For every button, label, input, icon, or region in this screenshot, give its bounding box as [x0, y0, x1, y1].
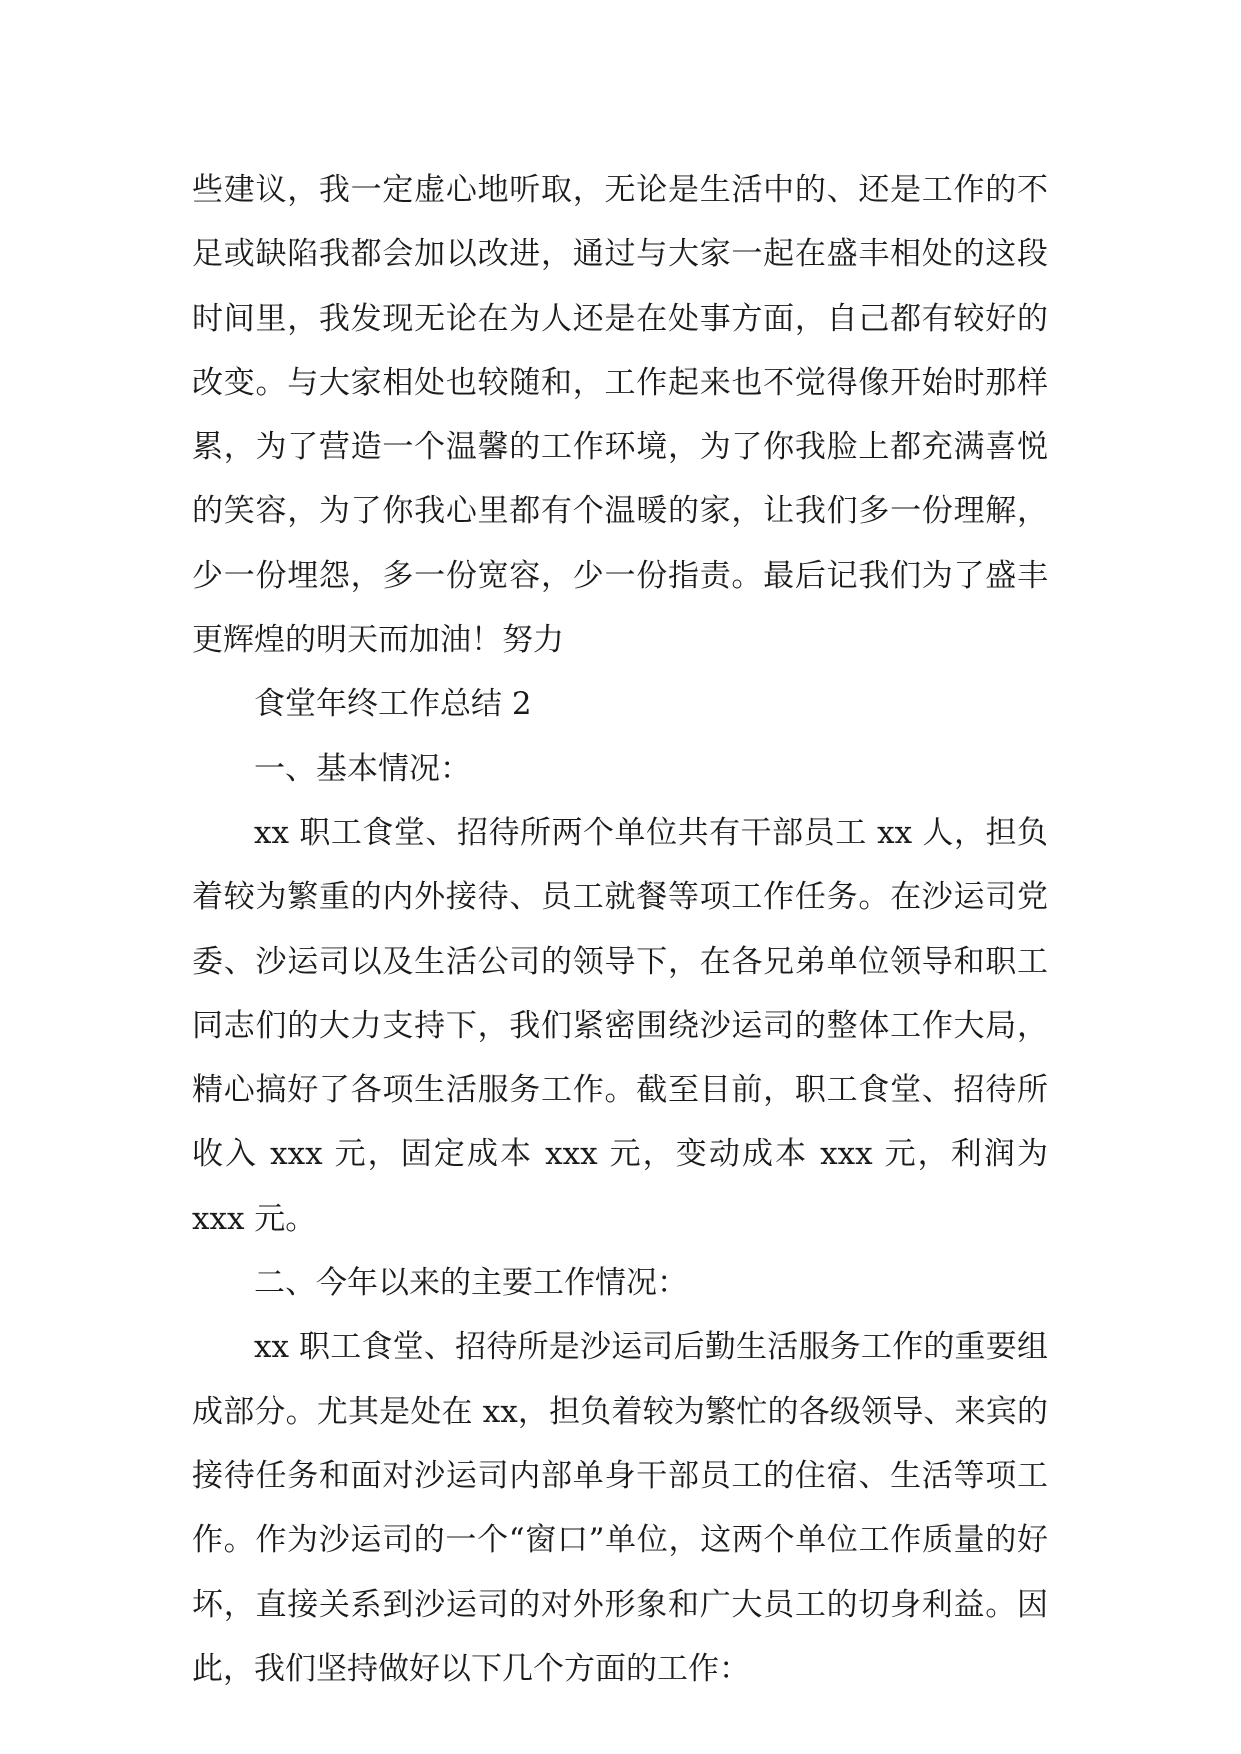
section-2-paragraph: xx 职工食堂、招待所是沙运司后勤生活服务工作的重要组成部分。尤其是处在 xx，担负着较为繁忙的各级领导、来宾的接待任务和面对沙运司内部单身干部员工的住宿、生活等项工作。作为沙运司的一个“窗口”单位，这两个单位工作质量的好坏，直接关系到沙运司的对外形象和广大员工的切身利益。因此，我们坚持做好以下几个方面的工作：	[192, 1329, 1048, 1687]
continuation-paragraph: 些建议，我一定虚心地听取，无论是生活中的、还是工作的不足或缺陷我都会加以改进，通过与大家一起在盛丰相处的这段时间里，我发现无论在为人还是在处事方面，自己都有较好的改变。与大家相处也较随和，工作起来也不觉得像开始时那样累，为了营造一个温馨的工作环境，为了你我脸上都充满喜悦的笑容，为了你我心里都有个温暖的家，让我们多一份理解，少一份埋怨，多一份宽容，少一份指责。最后记我们为了盛丰更辉煌的明天而加油！努力	[192, 172, 1048, 659]
section-1-paragraph: xx 职工食堂、招待所两个单位共有干部员工 xx 人，担负着较为繁重的内外接待、员工就餐等项工作任务。在沙运司党委、沙运司以及生活公司的领导下，在各兄弟单位领导和职工同志们的大力支持下，我们紧密围绕沙运司的整体工作大局，精心搞好了各项生活服务工作。截至目前，职工食堂、招待所收入 xxx 元，固定成本 xxx 元，变动成本 xxx 元，利润为 xxx 元。	[192, 814, 1048, 1237]
document-body	[192, 158, 1048, 1701]
section-1-heading: 一、基本情况：	[254, 750, 471, 787]
section-2-heading: 二、今年以来的主要工作情况：	[254, 1265, 688, 1302]
document-section-title: 食堂年终工作总结 2	[254, 686, 532, 723]
